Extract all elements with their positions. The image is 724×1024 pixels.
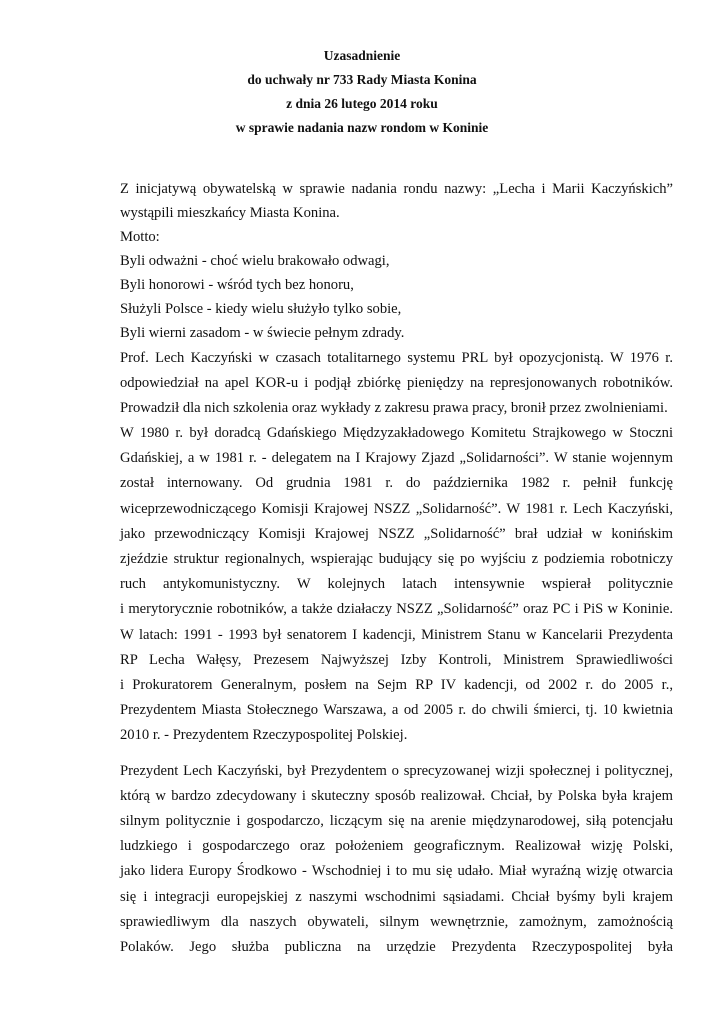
body-line: Prof. Lech Kaczyński w czasach totalitarnego systemu PRL był opozycjonistą. W 1976 r. <box>120 350 673 366</box>
body-line: Gdańskiej, a w 1981 r. - delegatem na I Krajowy Zjazd „Solidarności”. W stanie wojennym <box>120 450 673 466</box>
body-line: jako lidera Europy Środkowo - Wschodniej i to mu się udało. Miał wyraźną wizję otwarcia <box>120 863 673 879</box>
title-line-2: do uchwały nr 733 Rady Miasta Konina <box>247 72 477 87</box>
body-line: Z inicjatywą obywatelską w sprawie nadania rondu nazwy: „Lecha i Marii Kaczyńskich” <box>120 181 673 197</box>
body-line: jako przewodniczący Komisji Krajowej NSZZ „Solidarność” brał udział w konińskim <box>120 526 673 542</box>
body-line: silnym politycznie i gospodarczo, liczącym się na arenie międzynarodowej, siłą potencjału <box>120 813 673 829</box>
body-line: Byli odważni - choć wielu brakowało odwagi, <box>120 253 390 269</box>
body-line: się i integracji europejskiej z naszymi wschodnimi sąsiadami. Chciał byśmy byli krajem <box>120 889 673 905</box>
body-line: odpowiedział na apel KOR-u i podjął zbiórkę pieniędzy na represjonowanych robotników. <box>120 375 673 391</box>
body-line: Służyli Polsce - kiedy wielu służyło tylko sobie, <box>120 301 402 317</box>
title-line-3: z dnia 26 lutego 2014 roku <box>286 96 438 111</box>
body-line: Polaków. Jego służba publiczna na urzędzie Prezydenta Rzeczypospolitej była <box>120 939 673 955</box>
body-line: wiceprzewodniczącego Komisji Krajowej NSZZ „Solidarność”. W 1981 r. Lech Kaczyński, <box>120 501 673 517</box>
title-line-4: w sprawie nadania nazw rondom w Koninie <box>235 120 489 135</box>
body-line: którą w bardzo zdecydowany i skuteczny sposób realizował. Chciał, by Polska była krajem <box>120 788 673 804</box>
body-line: Motto: <box>120 229 160 245</box>
body-line: został internowany. Od grudnia 1981 r. do października 1982 r. pełnił funkcję <box>120 475 673 491</box>
body-line: sprawiedliwym dla naszych obywateli, silnym wewnętrznie, zamożnym, zamożnością <box>120 914 673 930</box>
title-line-1: Uzasadnienie <box>323 48 401 63</box>
body-line: RP Lecha Wałęsy, Prezesem Najwyższej Izby Kontroli, Ministrem Sprawiedliwości <box>120 652 673 668</box>
body-line: Byli wierni zasadom - w świecie pełnym zdrady. <box>120 325 405 341</box>
body-line: ludzkiego i gospodarczego oraz położeniem geograficznym. Realizował wizję Polski, <box>120 838 673 854</box>
body-line: W latach: 1991 - 1993 był senatorem I kadencji, Ministrem Stanu w Kancelarii Prezydenta <box>120 627 673 643</box>
body-line: zjeździe struktur regionalnych, wspierając budujący się po wyjściu z podziemia robotniczy <box>120 551 673 567</box>
body-line: Byli honorowi - wśród tych bez honoru, <box>120 277 354 293</box>
document-title <box>0 44 724 140</box>
body-line: W 1980 r. był doradcą Gdańskiego Międzyzakładowego Komitetu Strajkowego w Stoczni <box>120 425 673 441</box>
body-line: i merytorycznie robotników, a także działaczy NSZZ „Solidarność” oraz PC i PiS w Koninie. <box>120 601 673 617</box>
body-line: Prezydent Lech Kaczyński, był Prezydentem o sprecyzowanej wizji społecznej i politycznej, <box>120 763 673 779</box>
body-line: ruch antykomunistyczny. W kolejnych latach intensywnie wspierał politycznie <box>120 576 673 592</box>
body-line: i Prokuratorem Generalnym, posłem na Sejm RP IV kadencji, od 2002 r. do 2005 r., <box>120 677 673 693</box>
body-line: 2010 r. - Prezydentem Rzeczypospolitej Polskiej. <box>120 727 408 743</box>
body-line: wystąpili mieszkańcy Miasta Konina. <box>120 205 340 221</box>
body-line: Prezydentem Miasta Stołecznego Warszawa, a od 2005 r. do chwili śmierci, tj. 10 kwietnia <box>120 702 673 718</box>
body-line: Prowadził dla nich szkolenia oraz wykłady z zakresu prawa pracy, bronił przez zwolnieniami. <box>120 400 668 416</box>
